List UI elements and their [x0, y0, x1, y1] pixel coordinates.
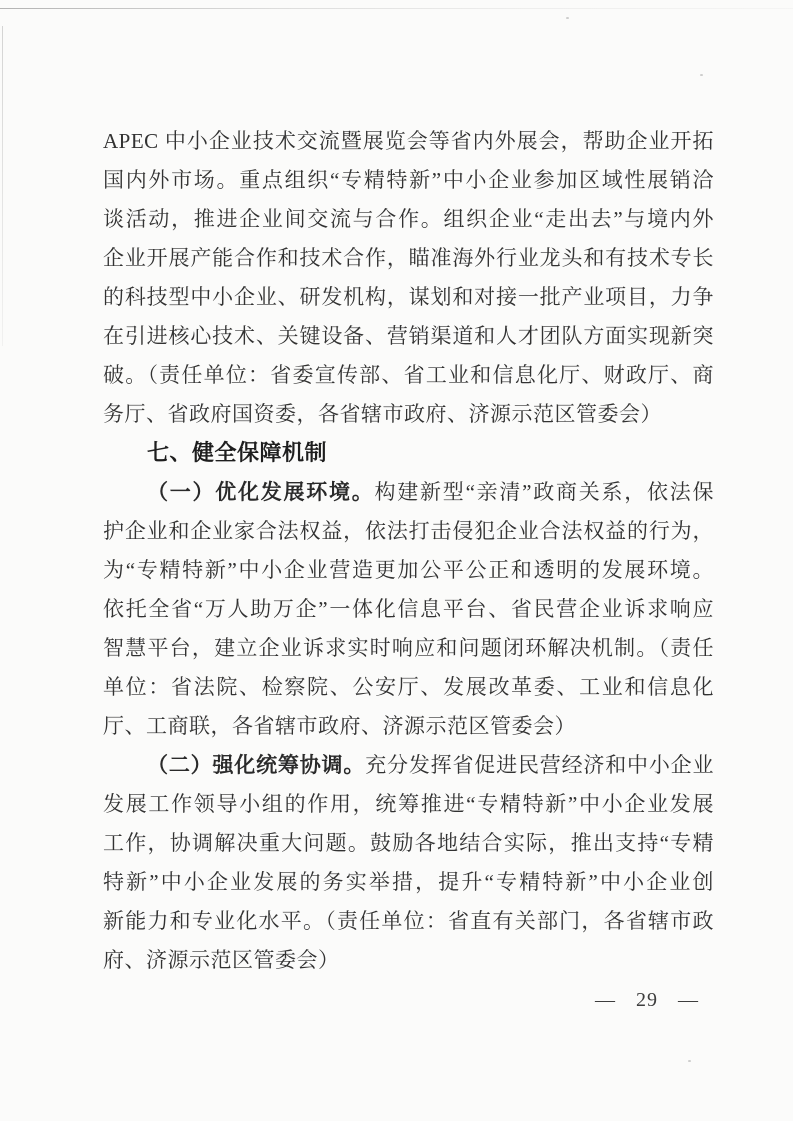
page-number: — 29 —	[595, 989, 699, 1011]
scan-speckle	[688, 1060, 691, 1062]
text-line: 新能力和专业化水平。（责任单位：省直有关部门，各省辖市政	[103, 909, 714, 933]
text-line: 破。（责任单位：省委宣传部、省工业和信息化厅、财政厅、商	[103, 363, 714, 387]
text-line: （一）优化发展环境。构建新型“亲清”政商关系，依法保	[147, 480, 715, 504]
text-line: 谈活动，推进企业间交流与合作。组织企业“走出去”与境内外	[103, 207, 714, 231]
text-line: （二）强化统筹协调。充分发挥省促进民营经济和中小企业	[147, 753, 715, 777]
text-line: 厅、工商联，各省辖市政府、济源示范区管委会）	[103, 714, 576, 738]
document-body	[103, 122, 714, 980]
paragraph-lead: （二）强化统筹协调。	[147, 753, 366, 777]
scan-artifact-left-edge	[2, 26, 3, 346]
text-line: 为“专精特新”中小企业营造更加公平公正和透明的发展环境。	[103, 558, 714, 582]
paragraph	[103, 122, 714, 434]
section-heading-block	[103, 434, 714, 473]
text-line: 务厅、省政府国资委，各省辖市政府、济源示范区管委会）	[103, 402, 662, 426]
text-line: APEC 中小企业技术交流暨展览会等省内外展会，帮助企业开拓	[103, 129, 714, 153]
paragraph-lead: （一）优化发展环境。	[147, 480, 375, 504]
scan-speckle	[566, 17, 569, 19]
scan-speckle	[700, 74, 703, 76]
text-line: 护企业和企业家合法权益，依法打击侵犯企业合法权益的行为，	[103, 519, 714, 543]
text-line: 国内外市场。重点组织“专精特新”中小企业参加区域性展销洽	[103, 168, 714, 192]
paragraph	[103, 473, 714, 746]
section-heading: 七、健全保障机制	[147, 441, 328, 466]
text-line: 企业开展产能合作和技术合作，瞄准海外行业龙头和有技术专长	[103, 246, 714, 270]
text-line: 依托全省“万人助万企”一体化信息平台、省民营企业诉求响应	[103, 597, 714, 621]
text-line: 特新”中小企业发展的务实举措，提升“专精特新”中小企业创	[103, 870, 714, 894]
text-line: 发展工作领导小组的作用，统筹推进“专精特新”中小企业发展	[103, 792, 714, 816]
text-line: 府、济源示范区管委会）	[103, 948, 340, 972]
paragraph	[103, 746, 714, 980]
text-line: 单位：省法院、检察院、公安厅、发展改革委、工业和信息化	[103, 675, 714, 699]
scan-artifact-top-edge	[0, 8, 793, 9]
text-line: 智慧平台，建立企业诉求实时响应和问题闭环解决机制。（责任	[103, 636, 714, 660]
text-line: 在引进核心技术、关键设备、营销渠道和人才团队方面实现新突	[103, 324, 714, 348]
text-line: 工作，协调解决重大问题。鼓励各地结合实际，推出支持“专精	[103, 831, 714, 855]
text-line: 的科技型中小企业、研发机构，谋划和对接一批产业项目，力争	[103, 285, 714, 309]
